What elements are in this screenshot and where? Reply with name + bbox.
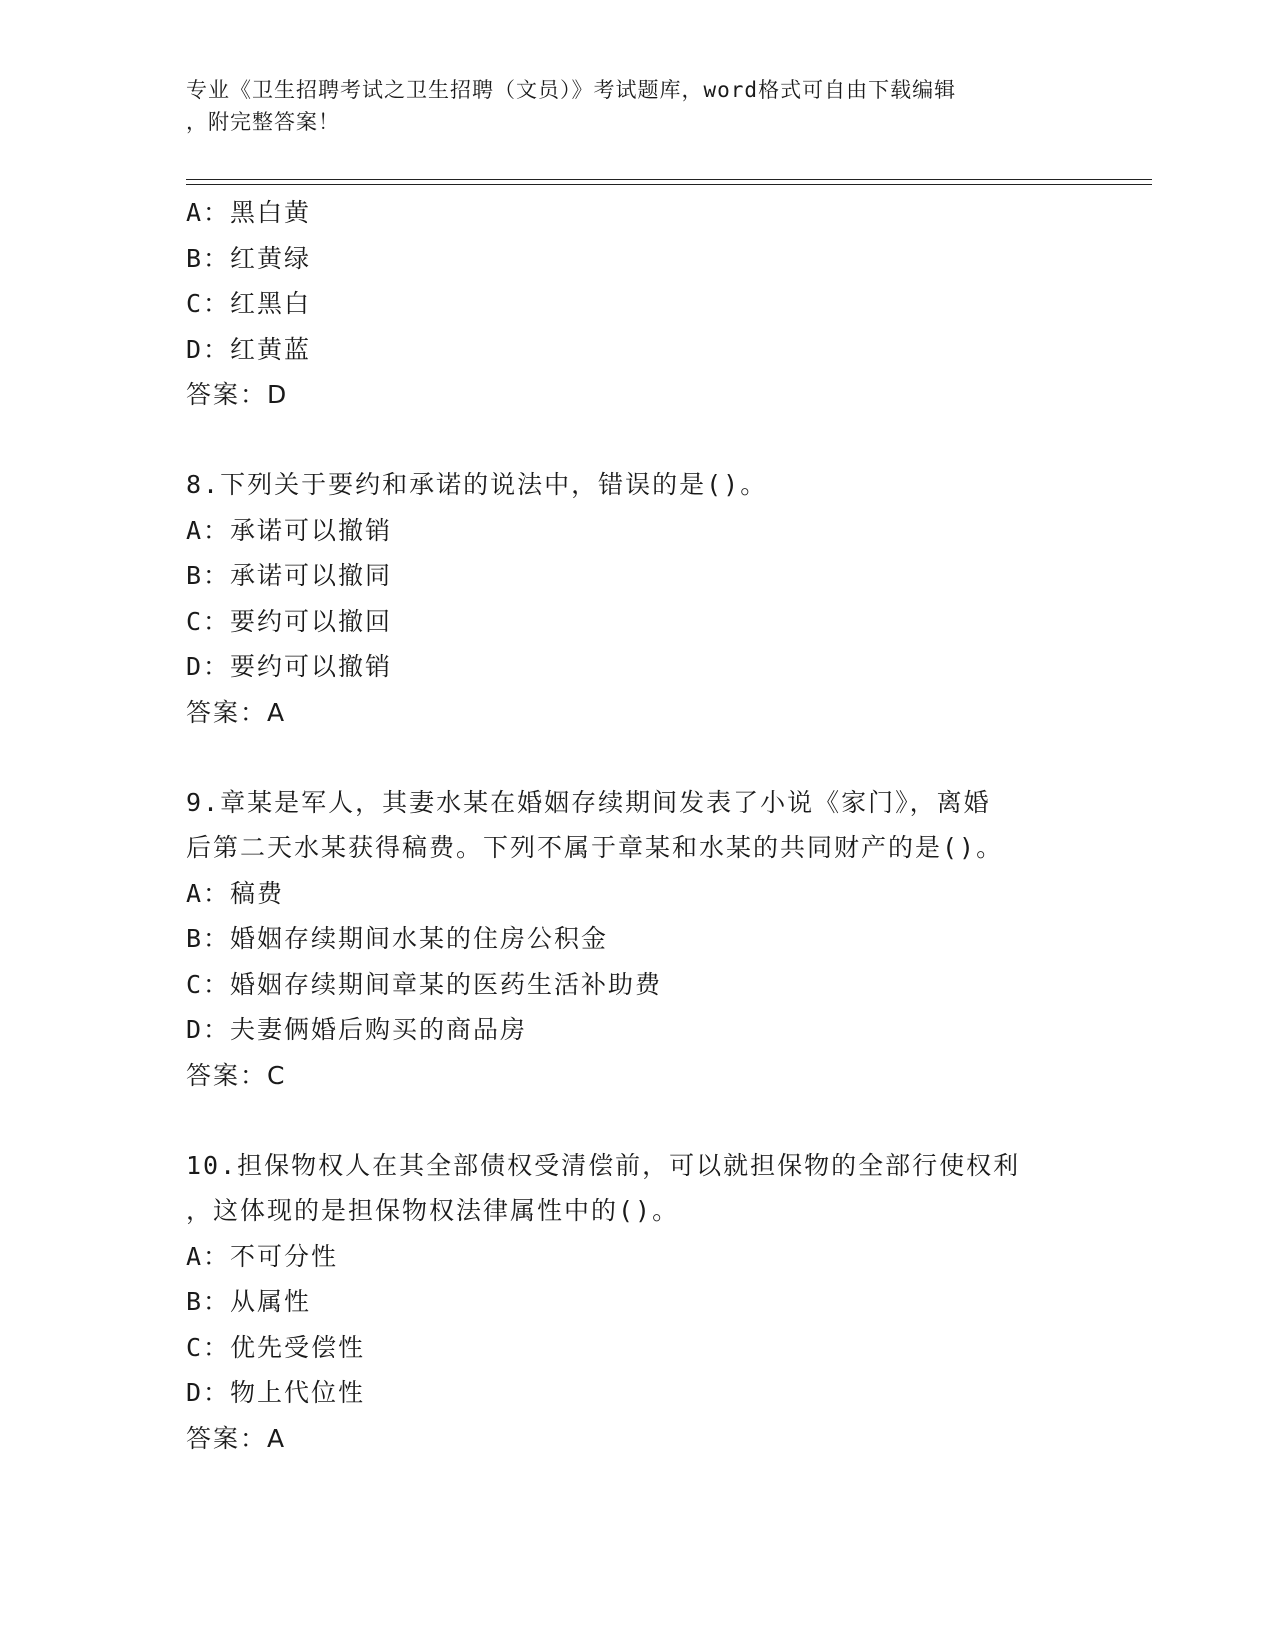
- answer: 答案：C: [186, 1060, 287, 1090]
- answer: 答案：D: [186, 380, 289, 409]
- option-b: B：从属性: [186, 1287, 312, 1316]
- question-10: [186, 1143, 1086, 1462]
- question-9: [186, 780, 1086, 1099]
- option-c: C：婚姻存续期间章某的医药生活补助费: [186, 969, 663, 999]
- option-a: A：承诺可以撤销: [186, 515, 393, 545]
- option-c: C：要约可以撤回: [186, 606, 393, 636]
- option-c: C：优先受偿性: [186, 1332, 366, 1362]
- option-d: D：物上代位性: [186, 1378, 366, 1407]
- question-stem: 8.下列关于要约和承诺的说法中，错误的是()。: [186, 470, 768, 499]
- answer: 答案：A: [186, 1423, 287, 1453]
- header-line-2: ，附完整答案！: [186, 110, 340, 134]
- option-a: A：黑白黄: [186, 198, 312, 227]
- question-list: [186, 190, 1086, 1462]
- option-b: B：承诺可以撤同: [186, 561, 393, 590]
- option-b: B：红黄绿: [186, 243, 312, 273]
- question-stem-line-2: ，这体现的是担保物权法律属性中的()。: [186, 1196, 680, 1225]
- option-b: B：婚姻存续期间水某的住房公积金: [186, 924, 609, 953]
- option-d: D：夫妻俩婚后购买的商品房: [186, 1015, 528, 1044]
- option-a: A：稿费: [186, 878, 285, 908]
- option-d: D：要约可以撤销: [186, 652, 393, 681]
- option-d: D：红黄蓝: [186, 334, 312, 364]
- question-7: [186, 190, 1086, 418]
- header-divider-top: [186, 179, 1152, 180]
- question-stem-line-1: 9.章某是军人，其妻水某在婚姻存续期间发表了小说《家门》，离婚: [186, 787, 991, 817]
- header-line-1: 专业《卫生招聘考试之卫生招聘（文员）》考试题库，word格式可自由下载编辑: [186, 78, 957, 102]
- option-c: C：红黑白: [186, 289, 312, 318]
- question-8: [186, 462, 1086, 736]
- question-stem-line-1: 10.担保物权人在其全部债权受清偿前，可以就担保物的全部行使权利: [186, 1150, 1021, 1180]
- option-a: A：不可分性: [186, 1241, 339, 1271]
- answer: 答案：A: [186, 697, 287, 727]
- document-header: [186, 74, 1066, 138]
- question-stem-line-2: 后第二天水某获得稿费。下列不属于章某和水某的共同财产的是()。: [186, 833, 1004, 862]
- header-divider-bottom: [186, 184, 1152, 185]
